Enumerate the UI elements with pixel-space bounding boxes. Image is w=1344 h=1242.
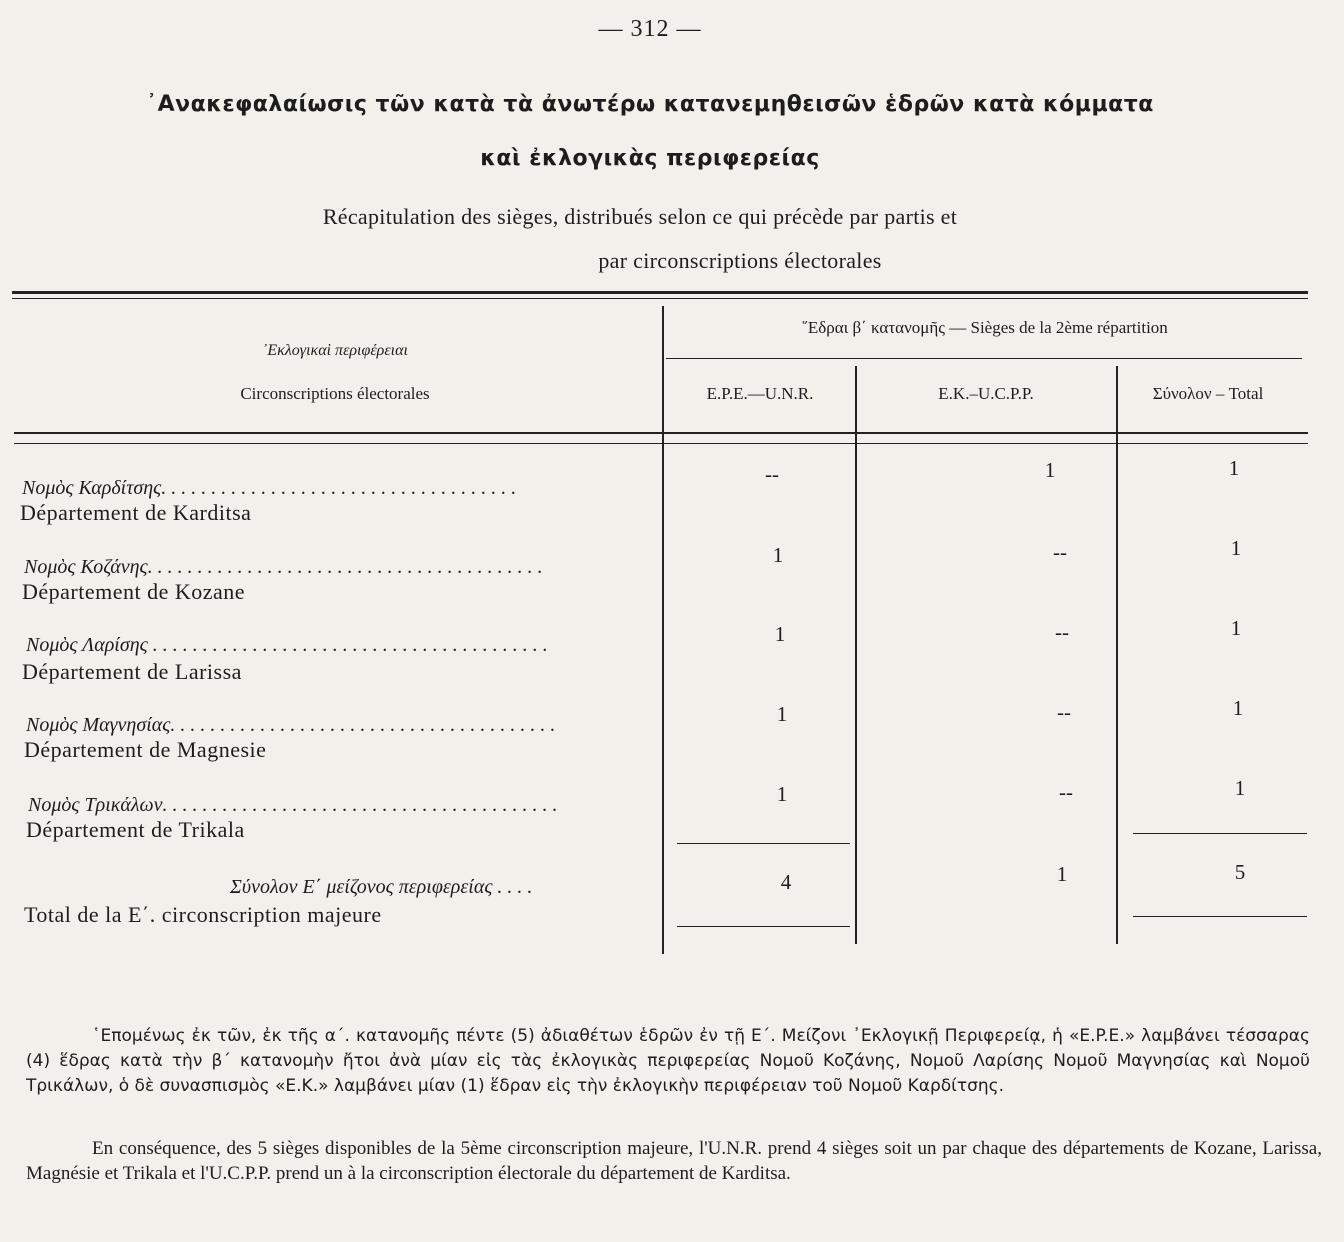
column-header-ek: E.K.–U.C.P.P. <box>938 384 1034 403</box>
total-label-greek: Σύνολον Ε΄ μείζονος περιφερείας . . . . <box>230 876 533 898</box>
total-rule-left <box>677 843 850 844</box>
row-label-greek: Νομὸς Τρικάλων. . . . . . . . . . . . . . . . . . . . . . . . . . . . . . . . . . . . . . . . <box>28 794 558 816</box>
bottom-rule-right <box>1133 916 1307 917</box>
cell-total: 1 <box>1230 536 1242 560</box>
total-cell-ek: 1 <box>1056 862 1068 886</box>
cell-epe: -- <box>765 462 779 486</box>
page-title-french-line2: par circonscriptions électorales <box>598 248 882 273</box>
cell-total: 1 <box>1232 696 1244 720</box>
row-label-greek: Νομὸς Λαρίσης . . . . . . . . . . . . . . . . . . . . . . . . . . . . . . . . . . . . . . . . <box>26 634 548 656</box>
cell-epe: 1 <box>776 702 788 726</box>
table-top-rule-thick <box>12 291 1308 294</box>
cell-total: 1 <box>1230 616 1242 640</box>
cell-ek: -- <box>1059 780 1073 804</box>
total-rule-right <box>1133 833 1307 834</box>
cell-ek: -- <box>1055 620 1069 644</box>
total-label-french: Total de la E΄. circonscription majeure <box>24 902 382 927</box>
row-label-french: Département de Trikala <box>26 817 245 842</box>
column-header-total: Σύνολον – Total <box>1152 384 1264 403</box>
page-title-greek-line2: καὶ ἐκλογικὰς περιφερείας <box>480 146 820 171</box>
left-column-header-greek: ᾿Εκλογικαὶ περιφέρειαι <box>262 342 408 359</box>
table-divider-mid2 <box>1116 366 1118 944</box>
cell-ek: -- <box>1053 540 1067 564</box>
explanation-paragraph-french: En conséquence, des 5 sièges disponibles de la 5ème circonscription majeure, l'U.N.R. prend 4 sièges soit un par chaque des départements de Kozane, Larissa, Magnésie et Trikala et l'U.C.P.P. prend un à la circonscription électorale du département de Karditsa. <box>26 1138 1322 1184</box>
table-divider-left <box>662 306 664 954</box>
row-label-french: Département de Kozane <box>22 579 246 604</box>
cell-epe: 1 <box>774 622 786 646</box>
column-header-epe: E.P.E.—U.N.R. <box>706 384 814 403</box>
page-title-greek-line1: ᾿Ανακεφαλαίωσις τῶν κατὰ τὰ ἀνωτέρω κατανεμηθεισῶν ἑδρῶν κατὰ κόμματα <box>146 92 1154 117</box>
page-title-french-line1: Récapitulation des sièges, distribués selon ce qui précède par partis et <box>322 204 958 229</box>
table-header-bottom-rule <box>14 432 1308 434</box>
row-label-greek: Νομὸς Μαγνησίας. . . . . . . . . . . . . . . . . . . . . . . . . . . . . . . . . . . . . . . <box>26 714 556 736</box>
row-label-greek: Νομὸς Καρδίτσης. . . . . . . . . . . . . . . . . . . . . . . . . . . . . . . . . . . . <box>22 477 517 499</box>
table-header-group-rule <box>666 358 1302 359</box>
seats-group-header: ῞Εδραι β΄ κατανομῆς — Sièges de la 2ème répartition <box>802 318 1168 337</box>
cell-total: 1 <box>1234 776 1246 800</box>
cell-epe: 1 <box>772 543 784 567</box>
row-label-greek: Νομὸς Κοζάνης. . . . . . . . . . . . . . . . . . . . . . . . . . . . . . . . . . . . . . . . <box>24 556 543 578</box>
row-label-french: Département de Magnesie <box>24 737 267 762</box>
left-column-header-french: Circonscriptions électorales <box>240 384 430 403</box>
row-label-french: Département de Karditsa <box>20 500 252 525</box>
total-cell-total: 5 <box>1234 860 1246 884</box>
row-label-french: Département de Larissa <box>22 659 242 684</box>
table-divider-mid1 <box>855 366 857 944</box>
table-header-bottom-rule-2 <box>14 443 1308 444</box>
table-top-rule-thin <box>12 298 1308 299</box>
bottom-rule-left <box>677 926 850 927</box>
cell-ek: 1 <box>1044 458 1056 482</box>
cell-total: 1 <box>1228 456 1240 480</box>
total-cell-epe: 4 <box>780 870 792 894</box>
cell-epe: 1 <box>776 782 788 806</box>
explanation-paragraph-greek: ῾Επομένως ἐκ τῶν, ἐκ τῆς α΄. κατανομῆς πέντε (5) ἀδιαθέτων ἑδρῶν ἐν τῇ Ε΄. Μείζονι ᾿Εκλογικῇ Περιφερείᾳ, ἡ «E.P.E.» λαμβάνει τέσσαρας (4) ἕδρας κατὰ τὴν β΄ κατανομὴν ἤτοι ἀνὰ μίαν εἰς τὰς ἐκλογικὰς περιφερείας Νομοῦ Κοζάνης, Νομοῦ Λαρίσης Νομοῦ Μαγνησίας καὶ Νομοῦ Τρικάλων, ὁ δὲ συνασπισμὸς «Ε.Κ.» λαμβάνει μίαν (1) ἕδραν εἰς τὴν ἐκλογικὴν περιφέρειαν τοῦ Νομοῦ Καρδίτσης. <box>26 1026 1310 1096</box>
cell-ek: -- <box>1057 700 1071 724</box>
page-number: — 312 — <box>598 16 702 42</box>
